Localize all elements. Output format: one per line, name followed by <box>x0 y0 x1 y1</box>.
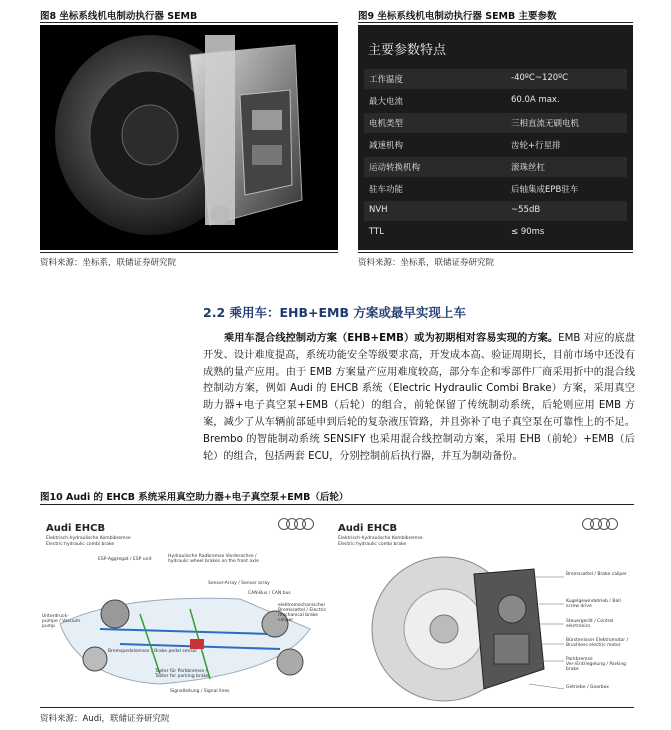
figure10-top-rule <box>40 504 634 505</box>
diagram-title: Audi EHCB <box>46 523 106 534</box>
table-row <box>364 91 627 111</box>
figure8-caption: 图8 坐标系线机电制动执行器 SEMB <box>40 11 198 22</box>
param-value: ~55dB <box>511 205 541 215</box>
callout-label: Unterdruck-pumpe / Vacuum pump <box>42 614 81 629</box>
callout-label: Signalleitung / Signal lines <box>170 689 230 694</box>
callout-label: Parkbremse Ver-/Entriegelung / Parking brake <box>566 657 627 672</box>
table-row <box>364 201 627 221</box>
callout-label: Bürstenloser Elektromotor / Brushless electric motor <box>566 638 629 648</box>
param-name: 工作温度 <box>369 75 404 85</box>
table-row <box>364 179 627 199</box>
callout-label: Steuergerät / Control electronics <box>566 619 614 629</box>
figure8-bottom-rule <box>40 252 338 253</box>
figure10-caption: 图10 Audi 的 EHCB 系统采用真空助力器+电子真空泵+EMB（后轮） <box>40 492 349 503</box>
callout-label: Bremspedalsensor / Brake pedal sensor <box>108 649 198 654</box>
body-paragraph <box>203 331 635 465</box>
param-name: NVH <box>369 205 388 215</box>
semb-brake-photo <box>40 25 338 250</box>
diagram-subtitle-en: Electric hydraulic combi brake <box>338 542 407 547</box>
diagram-title: Audi EHCB <box>338 523 398 534</box>
diagram-subtitle: Elektrisch-hydraulische Kombibremse <box>46 536 131 541</box>
figure9-bottom-rule <box>358 252 633 253</box>
table-title: 主要参数特点 <box>368 43 447 58</box>
param-name: 驻车功能 <box>369 185 404 195</box>
param-value: 齿轮+行星排 <box>511 141 561 151</box>
param-name: TTL <box>369 227 384 237</box>
table-row <box>364 157 627 177</box>
figure10-bottom-rule <box>40 707 634 708</box>
param-value: 后轴集成EPB驻车 <box>511 185 579 195</box>
callout-label: Hydraulische Radbremse Vorderachse / hydraulic wheel brakes on the front axle <box>168 554 259 564</box>
audi-logo <box>586 515 618 534</box>
table-row <box>364 135 627 155</box>
table-row <box>364 223 627 243</box>
figure9-caption: 图9 坐标系线机电制动执行器 SEMB 主要参数 <box>358 11 557 22</box>
figure9-top-rule <box>358 22 633 23</box>
callout-label: ESP-Aggregat / ESP unit <box>98 557 152 562</box>
param-name: 最大电流 <box>369 97 404 107</box>
callout-label: Bremssattel / Brake caliper <box>566 572 627 577</box>
callout-label: elektromechanischer Bremssattel / Electric mechanical brake caliper <box>278 603 327 623</box>
diagram-subtitle-en: Electric hydraulic combi brake <box>46 542 115 547</box>
param-value: -40ºC~120ºC <box>511 73 569 83</box>
callout-label: Taster für Parkbremse / Taster for parking brake <box>155 669 209 679</box>
param-value: ≤ 90ms <box>511 227 545 237</box>
figure10-source: 资料来源：Audi，联储证券研究院 <box>40 714 170 724</box>
param-value: 60.0A max. <box>511 95 560 105</box>
param-value: 三相直流无刷电机 <box>511 119 580 129</box>
semb-parameter-table <box>358 25 633 250</box>
figure8-source: 资料来源：坐标系，联储证券研究院 <box>40 258 177 268</box>
audi-logo <box>282 515 314 534</box>
param-value: 滚珠丝杠 <box>511 163 546 173</box>
callout-label: CAN-Bus / CAN bus <box>248 591 291 596</box>
paragraph-text: EMB 对应的底盘开发、设计难度提高，系统功能安全等级要求高，开发成本高、验证周期长，目前市场中还没有成熟的量产应用。由于 EMB 方案量产应用难度较高，部分车企和零部件厂商采用折中的混合线控制动方案，例如 Audi 的 EHCB 系统（Electric Hydraulic Combi Brake）方案，采用真空助力器+电子真空泵+EMB（后轮）的组合，前轮保留了传统制动系统，后轮则应用 EMB 方案，减少了从车辆前部延申到后轮的复杂液压管路，并且弥补了电子真空泵在可靠性上的不足。Brembo 的智能制动系统 SENSIFY 也采用混合线控制动方案，采用 EHB（前轮）+EMB（后轮）的组合，包括两套 ECU，分别控制前后执行器，并互为制动备份。 <box>203 333 635 462</box>
ehcb-system-diagram <box>40 509 330 704</box>
section-heading: 2.2 乘用车：EHB+EMB 方案或最早实现上车 <box>203 305 466 320</box>
param-name: 减速机构 <box>369 141 404 151</box>
ehcb-caliper-diagram <box>334 509 634 704</box>
callout-label: Kugelgewindetrieb / Ball screw drive <box>566 599 621 609</box>
param-name: 电机类型 <box>369 119 404 129</box>
callout-label: Getriebe / Gearbox <box>566 685 609 690</box>
diagram-subtitle: Elektrisch-hydraulische Kombibremse <box>338 536 423 541</box>
table-row <box>364 113 627 133</box>
param-name: 运动转换机构 <box>369 163 421 173</box>
table-row <box>364 69 627 89</box>
figure8-top-rule <box>40 22 338 23</box>
paragraph-lead: 乘用车混合线控制动方案（EHB+EMB）或为初期相对容易实现的方案。 <box>224 333 559 344</box>
figure9-source: 资料来源：坐标系，联储证券研究院 <box>358 258 495 268</box>
callout-label: Sensor-Array / Sensor array <box>208 581 270 586</box>
